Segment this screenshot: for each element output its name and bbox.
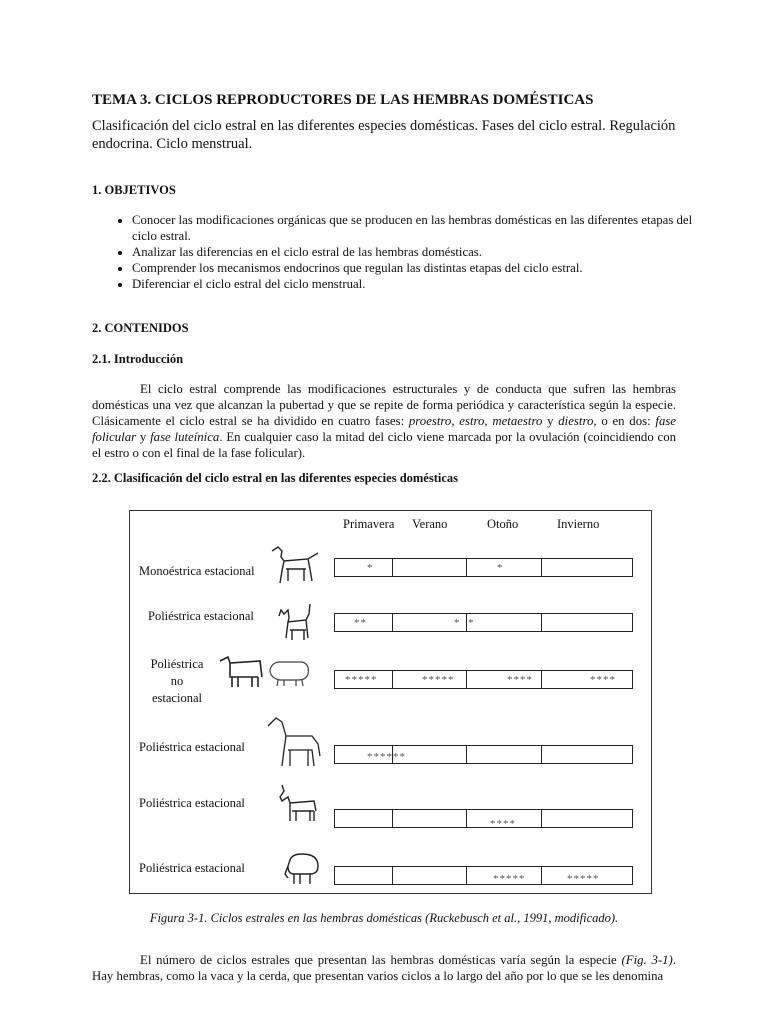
list-item: • Analizar las diferencias en el ciclo estral de las hembras domésticas. <box>132 244 718 260</box>
horse-icon <box>266 716 324 768</box>
dog-icon <box>268 545 320 585</box>
estrus-marks: * <box>468 617 475 629</box>
document-subtitle: Clasificación del ciclo estral en las diferentes especies domésticas. Fases del ciclo estral. Regulación endocrina. Ciclo menstrual. <box>92 118 676 152</box>
cat-icon <box>276 602 316 642</box>
closing-paragraph: El número de ciclos estrales que presentan las hembras domésticas varía según la especie (Fig. 3-1). Hay hembras, como la vaca y la cerda, que presentan varios ciclos a lo largo del año por lo que se les denomina <box>92 953 676 983</box>
intro-paragraph: El ciclo estral comprende las modificaciones estructurales y de conducta que sufren las hembras domésticas una vez que alcanzan la pubertad y que se repite de forma periódica y característica según la especie. Clásicamente el ciclo estral se ha dividido en cuatro fases: proestro, estro, metaestro y diestro, o en dos: fase folicular y fase luteínica. En cualquier caso la mitad del ciclo viene marcada por la ovulación (coincidiendo con el estro o con el final de la fase folicular). <box>92 382 677 460</box>
estrus-marks: ** <box>354 617 367 629</box>
list-item: • Conocer las modificaciones orgánicas que se producen en las hembras domésticas en las diferentes etapas del ciclo estral. <box>132 212 718 244</box>
estrus-marks: * <box>454 617 461 629</box>
pig-icon <box>266 658 312 688</box>
season-bar-row <box>334 558 633 577</box>
season-bar-row <box>334 809 633 828</box>
section-heading-objetivos: 1. OBJETIVOS <box>92 183 176 197</box>
season-header: Primavera <box>343 517 395 531</box>
estrus-marks: ***** <box>345 674 378 686</box>
season-header: Otoño <box>487 517 519 531</box>
subsection-heading-introduccion: 2.1. Introducción <box>92 352 184 366</box>
row-label: Poliéstrica estacional <box>139 796 245 810</box>
estrus-marks: ****** <box>367 751 406 763</box>
estrus-marks: ***** <box>567 873 600 885</box>
goat-icon <box>276 783 320 823</box>
season-bar-row <box>334 670 633 689</box>
objectives-list <box>92 212 718 292</box>
section-heading-contenidos: 2. CONTENIDOS <box>92 321 189 335</box>
list-item: • Comprender los mecanismos endocrinos que regulan las distintas etapas del ciclo estral. <box>132 260 718 276</box>
estrus-marks: **** <box>507 674 533 686</box>
season-header: Verano <box>412 517 448 531</box>
estrus-marks: * <box>367 562 374 574</box>
season-header: Invierno <box>557 517 600 531</box>
season-bar-row <box>334 866 633 885</box>
estrus-marks: * <box>497 562 504 574</box>
estrus-marks: **** <box>490 818 516 830</box>
row-label: Poliéstrica estacional <box>139 740 245 754</box>
row-label: Monoéstrica estacional <box>139 564 255 578</box>
document-title: TEMA 3. CICLOS REPRODUCTORES DE LAS HEMBRAS DOMÉSTICAS <box>92 92 594 108</box>
estrus-marks: ***** <box>493 873 526 885</box>
figure-caption: Figura 3-1. Ciclos estrales en las hembras domésticas (Ruckebusch et al., 1991, modificado). <box>149 911 619 925</box>
sheep-icon <box>282 852 322 886</box>
cow-icon <box>218 655 264 689</box>
subsection-heading-clasificacion: 2.2. Clasificación del ciclo estral en las diferentes especies domésticas <box>92 471 459 485</box>
season-bar-row <box>334 745 633 764</box>
estrus-marks: ***** <box>422 674 455 686</box>
row-label: Poliéstrica estacional <box>148 609 254 623</box>
row-label: Poliéstrica no estacional <box>150 657 204 705</box>
row-label: Poliéstrica estacional <box>139 861 245 875</box>
estrus-marks: **** <box>590 674 616 686</box>
season-bar-row <box>334 613 633 632</box>
list-item: • Diferenciar el ciclo estral del ciclo menstrual. <box>132 276 718 292</box>
